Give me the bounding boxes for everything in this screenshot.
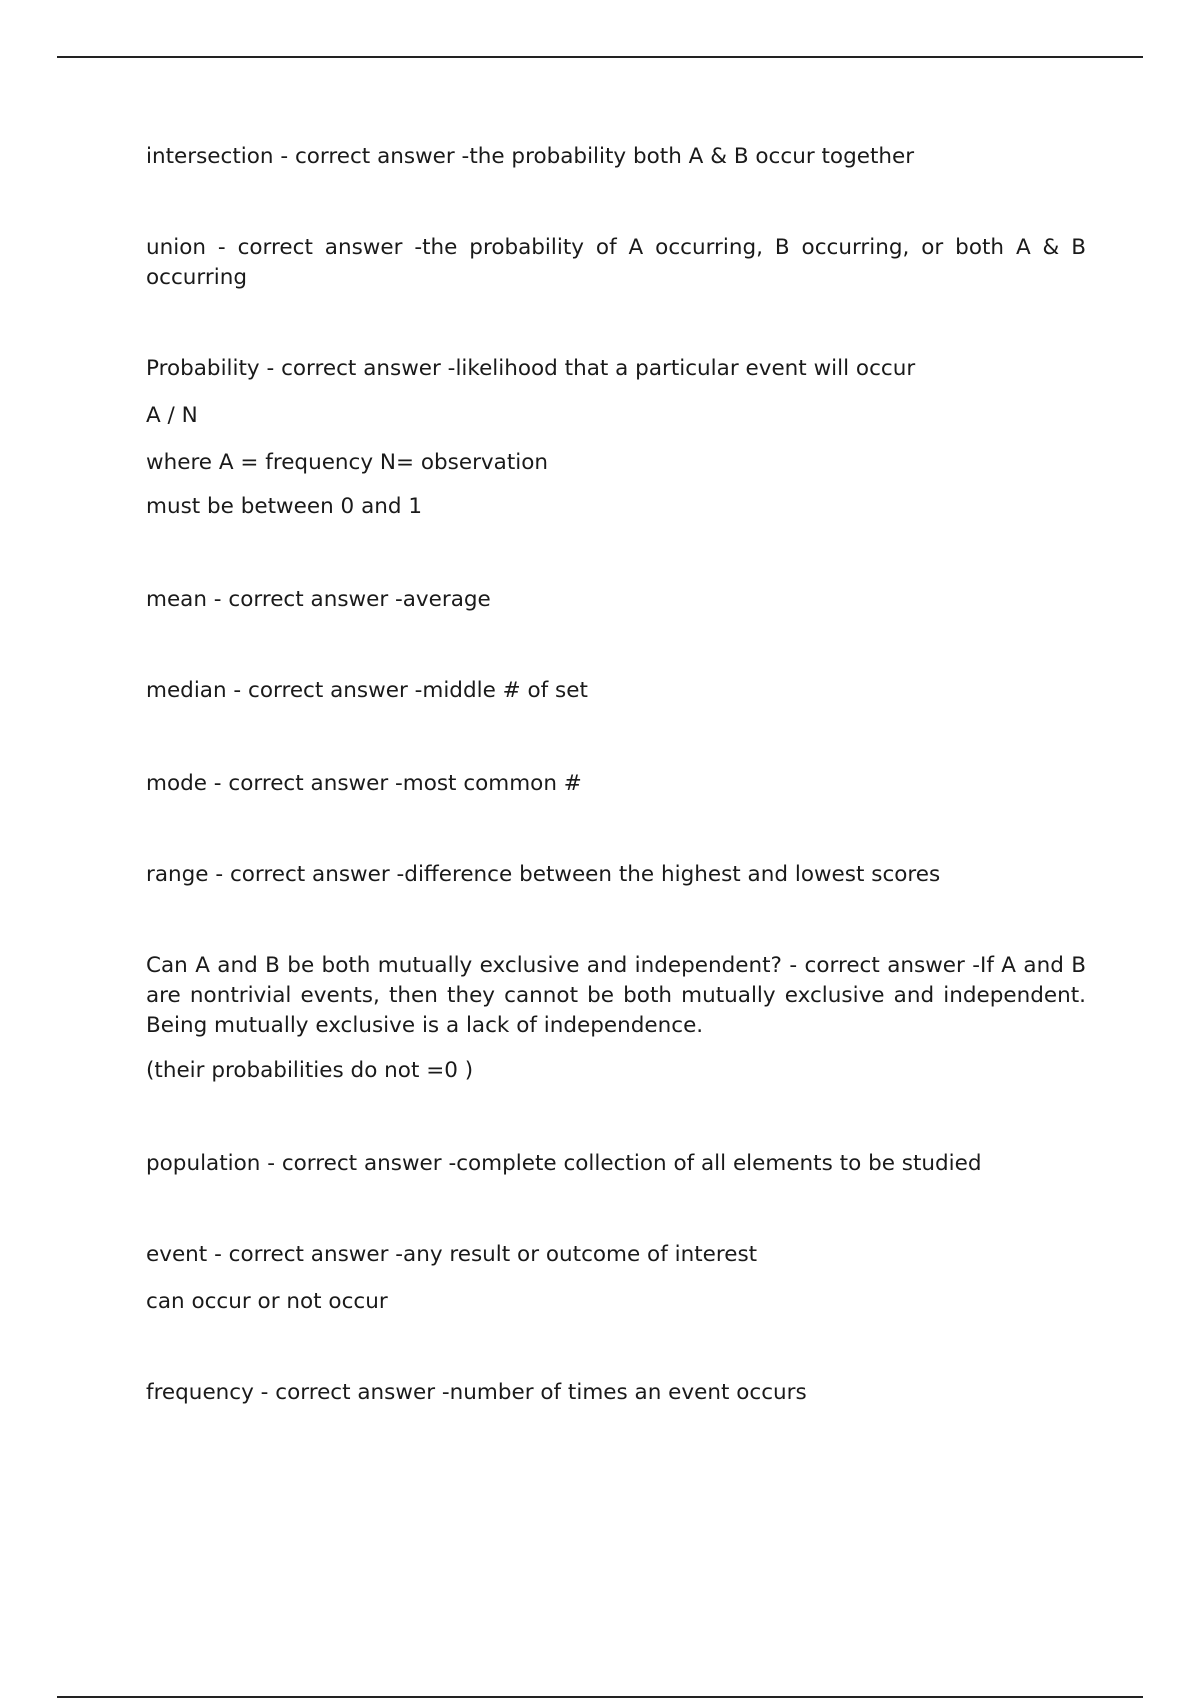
entry-frequency: frequency - correct answer -number of times an event occurs	[146, 1380, 807, 1405]
entry-mode: mode - correct answer -most common #	[146, 771, 582, 796]
entry-median: median - correct answer -middle # of set	[146, 678, 588, 703]
probability-range-note: must be between 0 and 1	[146, 494, 423, 519]
probability-definition: where A = frequency N= observation	[146, 450, 549, 475]
entry-range: range - correct answer -difference between the highest and lowest scores	[146, 862, 941, 887]
event-note: can occur or not occur	[146, 1289, 388, 1314]
probability-formula: A / N	[146, 403, 198, 428]
entry-population: population - correct answer -complete collection of all elements to be studied	[146, 1151, 982, 1176]
entry-event: event - correct answer -any result or outcome of interest	[146, 1242, 758, 1267]
entry-probability: Probability - correct answer -likelihood that a particular event will occur	[146, 356, 916, 381]
entry-mean: mean - correct answer -average	[146, 587, 491, 612]
entry-union: union - correct answer -the probability of A occurring, B occurring, or both A & B occurring	[146, 235, 1086, 290]
top-rule	[57, 56, 1143, 58]
entry-mutually-exclusive: Can A and B be both mutually exclusive and independent? - correct answer -If A and B are nontrivial events, then they cannot be both mutually exclusive and independent. Being mutually exclusive is a lack of independence.	[146, 953, 1086, 1038]
entry-intersection: intersection - correct answer -the probability both A & B occur together	[146, 144, 915, 169]
mutually-exclusive-note: (their probabilities do not =0 )	[146, 1058, 474, 1083]
bottom-rule	[57, 1696, 1143, 1698]
